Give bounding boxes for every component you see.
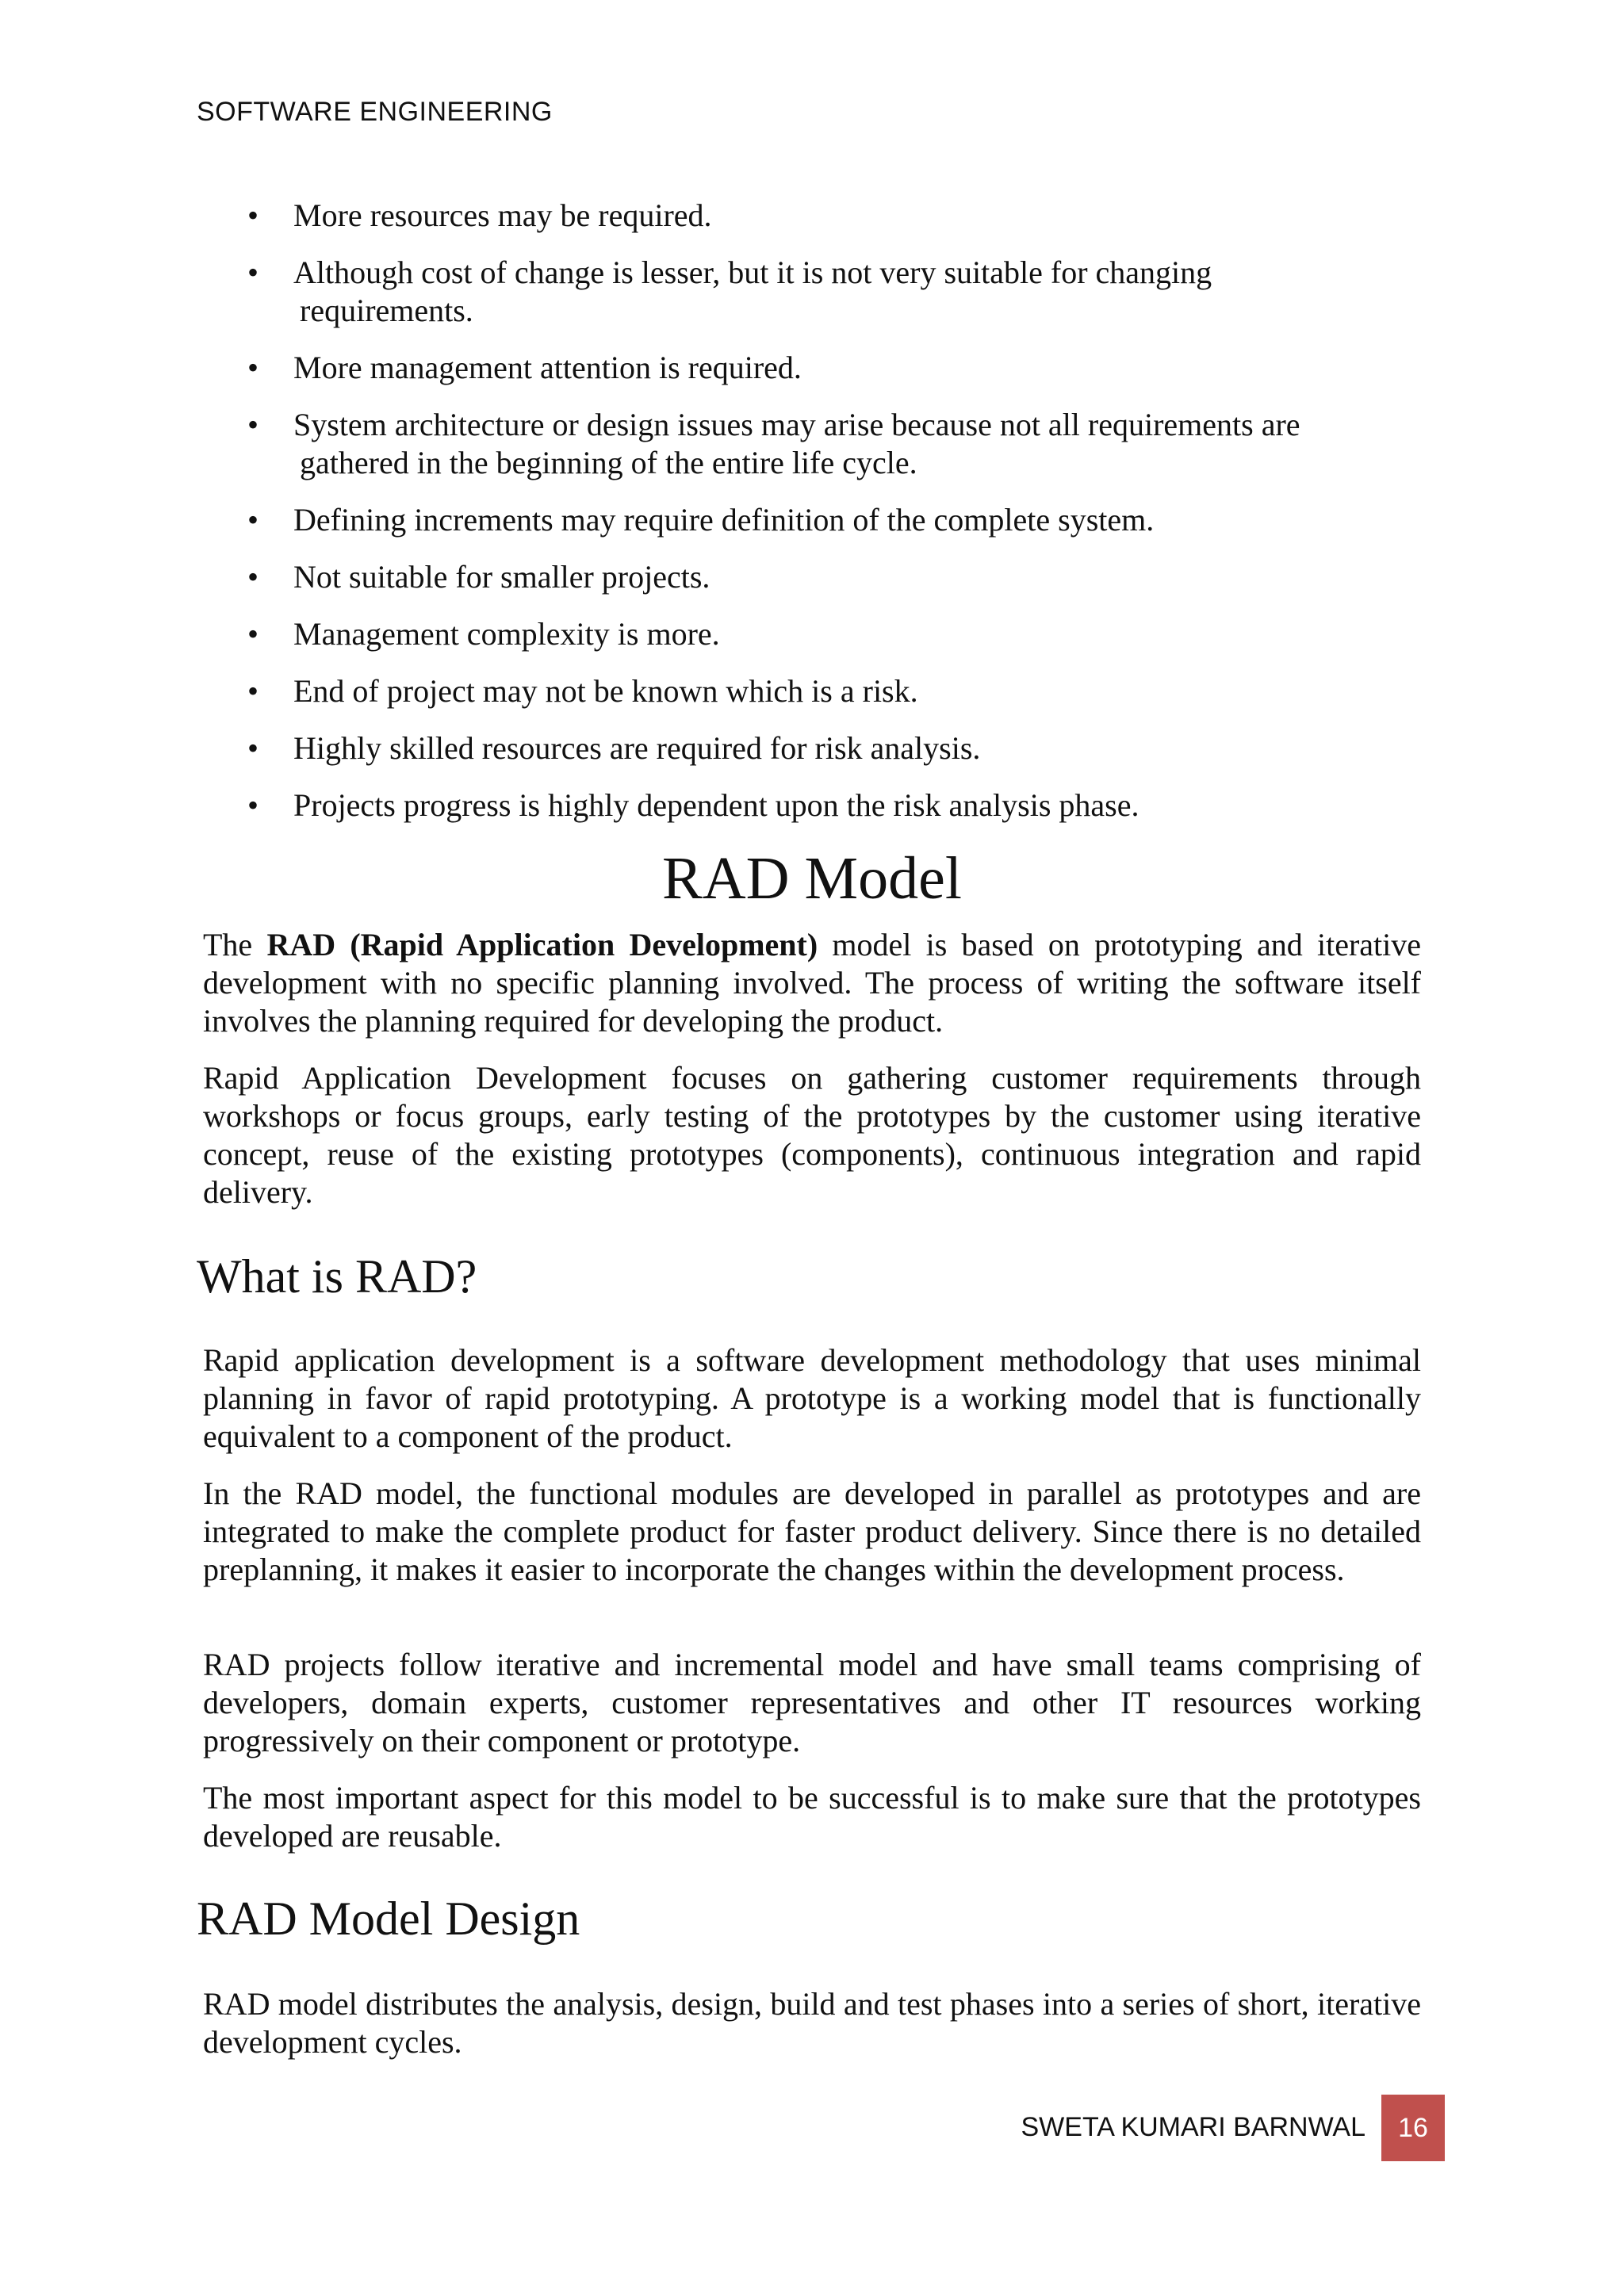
rad-intro-paragraph: The RAD (Rapid Application Development) model is based on prototyping and iterative development with no specific planning involved. The process of writing the software itself involves the planning required for developing the product. xyxy=(203,927,1422,1039)
list-item: • More resources may be required. xyxy=(241,197,1423,235)
page-number-badge: 16 xyxy=(1381,2095,1445,2161)
rad-focus-paragraph: Rapid Application Development focuses on gathering customer requirements through workshops or focus groups, early testing of the prototypes by the customer using iterative concept, reuse of the existing prototypes (components), continuous integration and rapid delivery. xyxy=(203,1060,1421,1210)
list-item: • Not suitable for smaller projects. xyxy=(241,558,1423,596)
what-is-rad-paragraph-3: RAD projects follow iterative and incremental model and have small teams comprising of developers, domain experts, customer representatives and other IT resources working progressively on their component or prototype. xyxy=(203,1647,1421,1758)
list-item: • System architecture or design issues may arise because not all requirements are gathered in the beginning of the entire life cycle. xyxy=(241,406,1423,482)
what-is-rad-paragraph-4: The most important aspect for this model to be successful is to make sure that the prototypes developed are reusable. xyxy=(203,1780,1421,1854)
rad-design-paragraph: RAD model distributes the analysis, design, build and test phases into a series of short, iterative development cycles. xyxy=(203,1986,1421,2060)
rad-definition-bold: RAD (Rapid Application Development) xyxy=(266,927,818,962)
list-item: • More management attention is required. xyxy=(241,349,1423,387)
what-is-rad-heading: What is RAD? xyxy=(197,1250,477,1303)
what-is-rad-paragraph-2: In the RAD model, the functional modules are developed in parallel as prototypes and are integrated to make the complete product for faster product delivery. Since there is no detailed preplanning, it makes it easier to incorporate the changes within the development process. xyxy=(203,1475,1421,1587)
disadvantages-list xyxy=(241,197,1423,844)
list-item: • Although cost of change is lesser, but it is not very suitable for changing requirements. xyxy=(241,254,1423,330)
rad-model-design-heading: RAD Model Design xyxy=(197,1892,580,1945)
list-item: • Management complexity is more. xyxy=(241,615,1423,653)
list-item: • Highly skilled resources are required for risk analysis. xyxy=(241,729,1423,767)
footer-author: SWETA KUMARI BARNWAL xyxy=(1021,2112,1365,2142)
what-is-rad-paragraph-1: Rapid application development is a software development methodology that uses minimal planning in favor of rapid prototyping. A prototype is a working model that is functionally equivalent to a component of the product. xyxy=(203,1342,1421,1454)
list-item: • End of project may not be known which is a risk. xyxy=(241,672,1423,710)
running-header: SOFTWARE ENGINEERING xyxy=(197,97,553,127)
list-item: • Projects progress is highly dependent upon the risk analysis phase. xyxy=(241,786,1423,825)
rad-model-title: RAD Model xyxy=(662,845,962,912)
list-item: • Defining increments may require definition of the complete system. xyxy=(241,501,1423,539)
